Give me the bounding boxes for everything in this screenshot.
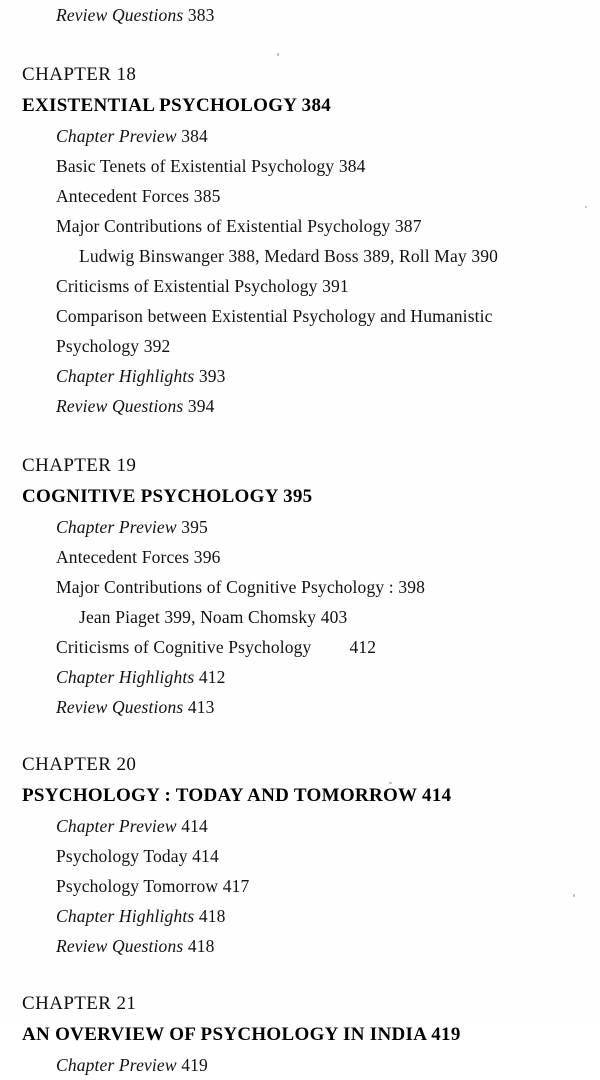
chapter-title-19: COGNITIVE PSYCHOLOGY 395 [22,486,313,507]
toc-entry [56,572,600,602]
toc-entry-label: Chapter Highlights [56,906,195,926]
toc-entry-page-number: 413 [187,697,215,717]
section-spacer [0,421,600,450]
toc-entry [56,271,600,301]
toc-entry-label: Psychology Today [56,846,188,866]
toc-entry-label: Review Questions [56,936,184,956]
toc-entry [56,211,600,241]
toc-entry-page-number: 384 [338,156,366,176]
toc-entry-page-number: 391 [322,276,349,296]
toc-entry-label: Review Questions [56,697,184,717]
toc-entry-label: Major Contributions of Cognitive Psychology : [56,577,394,597]
toc-entry-label: Basic Tenets of Existential Psychology [56,156,335,176]
toc-entry [56,632,600,662]
toc-entry-page-number: 414 [192,846,219,866]
toc-subentry: Jean Piaget 399, Noam Chomsky 403 [79,607,348,627]
toc-entry-page-number: 418 [187,936,215,956]
chapter-number-19: CHAPTER 19 [22,455,137,476]
toc-entry-review-questions-383 [56,0,600,30]
toc-entry-label: Chapter Highlights [56,366,195,386]
chapter-number-21: CHAPTER 21 [22,993,137,1014]
toc-entry [56,121,600,151]
toc-entry-label: Chapter Highlights [56,667,195,687]
toc-entry-label: Criticisms of Cognitive Psychology [56,637,312,657]
toc-entry [56,931,600,961]
toc-entry [56,692,600,722]
toc-entry [56,871,600,901]
toc-entry [56,1050,600,1080]
toc-entry-page-number: 412 [198,667,226,687]
toc-entry-label: Chapter Preview [56,816,177,836]
toc-entry [56,181,600,211]
toc-entry-page-number: 412 [349,637,377,657]
toc-entry-page-number: 384 [181,126,208,146]
chapter-title-18: EXISTENTIAL PSYCHOLOGY 384 [22,95,332,116]
toc-entry-label: Antecedent Forces [56,186,190,206]
chapter-title-20: PSYCHOLOGY : TODAY AND TOMORROW 414 [22,785,452,806]
toc-entry-label: Antecedent Forces [56,547,190,567]
toc-entry-page-number: 419 [181,1055,208,1075]
chapter-number-18: CHAPTER 18 [22,64,137,85]
toc-entry [56,662,600,692]
section-spacer [0,722,600,749]
section-spacer [0,30,600,59]
toc-entry-wrapped [56,301,576,361]
toc-entry-page-number: 394 [187,396,215,416]
toc-entry-page-number: 398 [398,577,426,597]
toc-entry-label: Review Questions [56,396,184,416]
toc-entry [56,361,600,391]
toc-entry [56,512,600,542]
toc-entry-label: Criticisms of Existential Psychology [56,276,318,296]
toc-entry-page-number: 393 [198,366,226,386]
toc-entry-page-number: 383 [187,5,215,25]
toc-entry-label: Chapter Preview [56,1055,177,1075]
toc-entry-page-number: 387 [394,216,422,236]
toc-entry [56,151,600,181]
toc-entry [56,391,600,421]
toc-entry-label: Chapter Preview [56,517,177,537]
toc-entry-page-number: 414 [181,816,208,836]
toc-entry-page-number: 385 [193,186,221,206]
toc-entry-label: Major Contributions of Existential Psychology [56,216,391,236]
toc-entry-page-number: 396 [193,547,221,567]
toc-entry-page-number: 395 [181,517,208,537]
chapter-title-21: AN OVERVIEW OF PSYCHOLOGY IN INDIA 419 [22,1024,461,1045]
toc-entry-label: Review Questions [56,5,184,25]
toc-entry-label: Psychology Tomorrow [56,876,219,896]
toc-subentry: Ludwig Binswanger 388, Medard Boss 389, Roll May 390 [79,246,499,266]
toc-entry-label: Chapter Preview [56,126,177,146]
toc-entry-page-number: 392 [143,336,171,356]
toc-entry [56,542,600,572]
toc-entry [56,841,600,871]
chapter-number-20: CHAPTER 20 [22,754,137,775]
toc-entry-label: Comparison between Existential Psychology and Humanistic Psychology [56,306,493,356]
section-spacer [0,961,600,988]
toc-entry-page-number: 418 [198,906,226,926]
toc-entry [56,901,600,931]
toc-entry [56,811,600,841]
toc-entry-page-number: 417 [222,876,250,896]
